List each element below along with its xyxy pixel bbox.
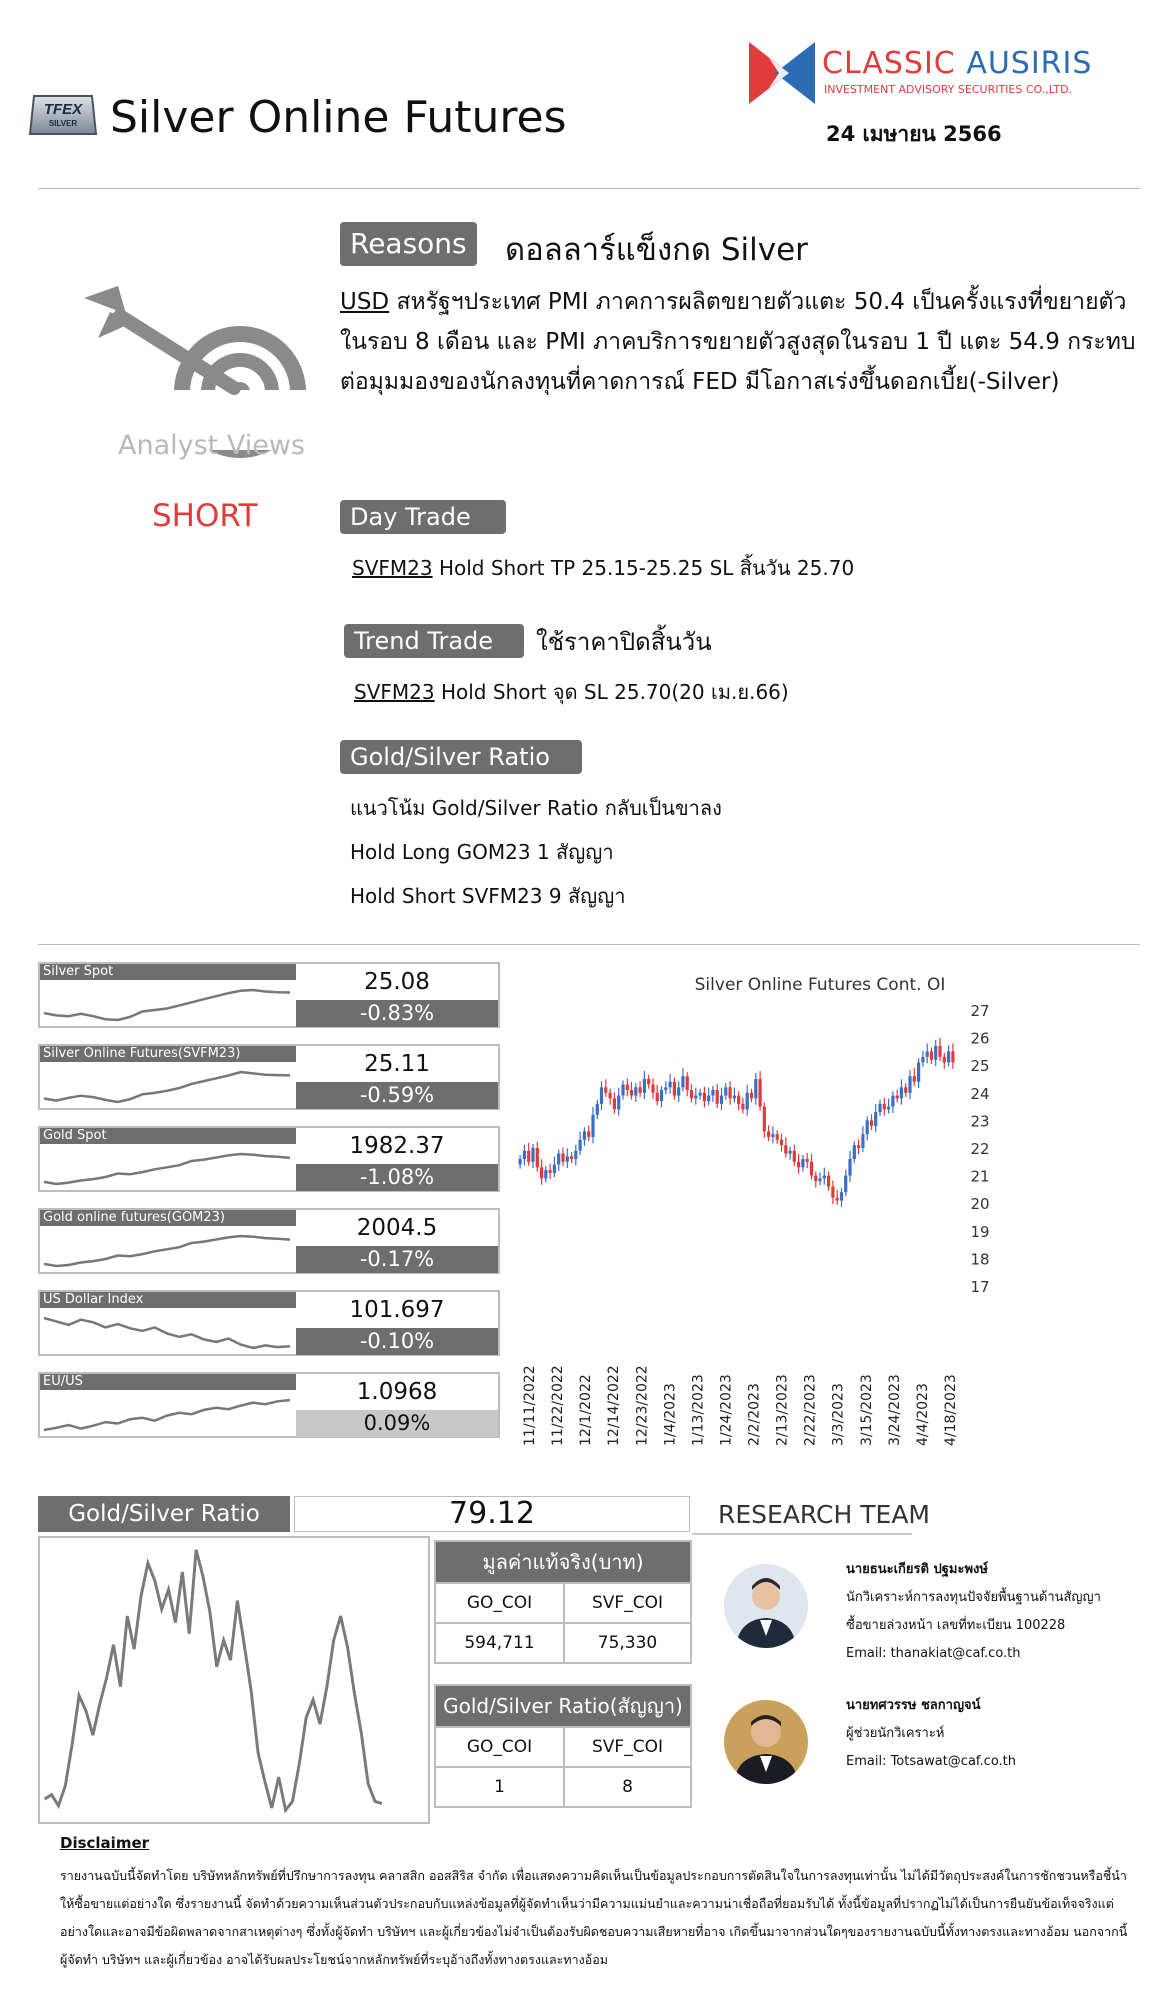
candle (741, 1098, 744, 1114)
x-tick-label: 1/13/2023 (690, 1374, 707, 1446)
market-box (38, 1126, 500, 1192)
candle (604, 1079, 607, 1097)
fair-value-val1: 594,711 (464, 1633, 535, 1653)
reasons-text: สหรัฐฯประเทศ PMI ภาคการผลิตขยายตัวแตะ 50.4 เป็นครั้งแรงที่ขยายตัวในรอบ 8 เดือน และ PMI ภาคบริการขยายตัวสูงสุดในรอบ 1 ปี แตะ 54.9 กระทบต่อมุมมองของนักลงทุนที่คาดการณ์ FED มีโอกาสเร่งขึ้นดอกเบี้ย(-Silver) (340, 289, 1136, 395)
candle (707, 1088, 710, 1106)
candle (904, 1083, 907, 1097)
market-change: -0.10% (296, 1328, 498, 1355)
ratio-header: Gold/Silver Ratio (38, 1496, 290, 1532)
team-member (846, 1692, 1016, 1776)
x-tick-label: 2/2/2023 (746, 1383, 763, 1446)
candle (938, 1038, 941, 1061)
market-value: 1.0968 (356, 1379, 438, 1405)
member-name: นายทศวรรษ ชลกาญจน์ (846, 1698, 981, 1713)
candle (818, 1172, 821, 1185)
x-tick-label: 12/1/2022 (578, 1374, 595, 1446)
candle (930, 1047, 933, 1064)
sparkline-path (44, 1400, 290, 1430)
y-tick-label: 24 (970, 1084, 990, 1103)
gold-silver-line-2: Hold Long GOM23 1 สัญญา (350, 840, 614, 864)
candle (626, 1078, 629, 1096)
candle (908, 1070, 911, 1099)
candle (943, 1053, 946, 1069)
market-value: 25.08 (364, 969, 430, 995)
member-role-2: ซื้อขายล่วงหน้า เลขที่ทะเบียน 100228 (846, 1618, 1066, 1633)
candle (643, 1071, 646, 1099)
x-tick-label: 1/4/2023 (662, 1383, 679, 1446)
day-trade-symbol: SVFM23 (352, 556, 433, 580)
candle (596, 1100, 599, 1119)
market-box (38, 1372, 500, 1438)
candle (639, 1081, 642, 1097)
candle (797, 1154, 800, 1174)
candle (861, 1126, 864, 1152)
market-change: -0.83% (296, 1000, 498, 1027)
sparkline-path (44, 990, 290, 1020)
candle (711, 1086, 714, 1102)
candle (557, 1149, 560, 1171)
candle (776, 1130, 779, 1144)
fair-value-val2: 75,330 (563, 1624, 690, 1662)
candle (681, 1068, 684, 1091)
market-value: 2004.5 (356, 1215, 438, 1241)
candle (896, 1090, 899, 1103)
candle (750, 1089, 753, 1103)
disclaimer-text: รายงานฉบับนี้จัดทำโดย บริษัทหลักทรัพย์ที่ปรึกษาการลงทุน คลาสสิก ออสสิริส จำกัด เพื่อแสดงความคิดเห็นเป็นข้อมูลประกอบการตัดสินใจในการลงทุนเท่านั้น ไม่ได้มีวัตถุประสงค์ในการชักชวนหรือชี้นำให้ซื้อขายแต่อย่างใด ซึ่งรายงานนี้ จัดทำด้วยความเห็นส่วนตัวประกอบกับแหล่งข้อมูลที่ผู้จัดทำเห็นว่ามีความแม่นยำและความน่าเชื่อถือที่ยอมรับได้ ทั้งนี้ข้อมูลที่ปรากฏไม่ได้เป็นการยืนยันข้อเท็จจริงแต่อย่างใดและอาจมีข้อผิดพลาดจากสาเหตุต่างๆ ซึ่งทั้งผู้จัดทำ บริษัทฯ และผู้เกี่ยวข้องไม่จำเป็นต้องรับผิดชอบความเสียหายที่อาจ เกิดขึ้นมาจากส่วนใดๆของรายงานฉบับนี้ทั้งทางตรงและทางอ้อม นอกจากนี้ผู้จัดทำ บริษัทฯ และผู้เกี่ยวข้อง อาจได้รับผลประโยชน์จากหลักทรัพย์ที่ระบุอ้างถึงทั้งทางตรงและทางอ้อม (60, 1868, 1128, 1967)
candle (780, 1134, 783, 1152)
candle (523, 1145, 526, 1166)
x-tick-label: 2/22/2023 (802, 1374, 819, 1446)
x-tick-label: 4/4/2023 (914, 1383, 931, 1446)
trend-trade-text: SVFM23 Hold Short จุด SL 25.70(20 เม.ย.66) (354, 680, 789, 704)
candle (771, 1126, 774, 1143)
candle (536, 1142, 539, 1172)
candle (801, 1155, 804, 1172)
member-email: Email: thanakiat@caf.co.th (846, 1646, 1021, 1661)
candle (900, 1079, 903, 1104)
market-value: 1982.37 (349, 1133, 445, 1159)
candle (784, 1137, 787, 1158)
candle (737, 1091, 740, 1110)
candle (574, 1145, 577, 1166)
member-name: นายธนะเกียรติ ปฐมะพงษ์ (846, 1562, 988, 1577)
candle (883, 1098, 886, 1116)
trend-trade-symbol: SVFM23 (354, 680, 435, 704)
y-tick-label: 23 (970, 1112, 990, 1131)
chart-title: Silver Online Futures Cont. OI (694, 975, 946, 995)
market-sparkline (42, 1146, 294, 1190)
market-label: EU/US (40, 1374, 296, 1390)
candle (566, 1148, 569, 1168)
table-row (436, 1582, 690, 1622)
candle (754, 1073, 757, 1105)
divider (692, 1533, 912, 1535)
candle (527, 1143, 530, 1166)
x-tick-label: 3/24/2023 (886, 1374, 903, 1446)
candle (634, 1083, 637, 1102)
candle (810, 1154, 813, 1180)
candle (866, 1116, 869, 1140)
table-row (436, 1766, 690, 1806)
candle (921, 1051, 924, 1067)
x-tick-label: 1/24/2023 (718, 1374, 735, 1446)
market-label: Gold online futures(GOM23) (40, 1210, 296, 1226)
market-label: Gold Spot (40, 1128, 296, 1144)
candle (729, 1081, 732, 1105)
candle (716, 1084, 719, 1108)
market-value: 25.11 (364, 1051, 430, 1077)
candle (519, 1155, 522, 1169)
y-tick-label: 27 (970, 1002, 990, 1020)
usd-label: USD (340, 289, 390, 315)
tfex-logo-sub: SILVER (48, 119, 78, 128)
candle (720, 1088, 723, 1111)
candle (767, 1125, 770, 1141)
y-tick-label: 22 (970, 1140, 990, 1158)
fair-value-title: มูลค่าแท้จริง(บาท) (436, 1542, 690, 1582)
market-box (38, 962, 500, 1028)
candle (857, 1139, 860, 1154)
candle (677, 1081, 680, 1102)
candle (814, 1172, 817, 1188)
ratio-contracts-val2: 8 (563, 1768, 690, 1806)
y-tick-label: 18 (970, 1250, 990, 1269)
candle (789, 1147, 792, 1160)
candle (763, 1103, 766, 1138)
table-row (436, 1622, 690, 1662)
candle (831, 1181, 834, 1204)
page-title: Silver Online Futures (110, 92, 567, 143)
candle (844, 1170, 847, 1197)
sparkline-path (44, 1318, 290, 1348)
candle (840, 1188, 843, 1207)
signal-short: SHORT (152, 498, 258, 534)
x-tick-label: 11/11/2022 (522, 1365, 538, 1446)
ratio-contracts-col2: SVF_COI (563, 1728, 690, 1766)
candle (673, 1078, 676, 1100)
candle (699, 1089, 702, 1100)
day-trade-tag: Day Trade (340, 500, 506, 534)
candle (544, 1166, 547, 1183)
candle (669, 1074, 672, 1094)
ratio-line-chart (38, 1536, 430, 1824)
candle (690, 1084, 693, 1103)
reasons-tag: Reasons (340, 222, 477, 266)
ratio-contracts-val1: 1 (494, 1777, 505, 1797)
disclaimer-title: Disclaimer (60, 1834, 150, 1852)
candle (647, 1075, 650, 1089)
tfex-logo-text: TFEX (43, 101, 83, 118)
trend-trade-note: ใช้ราคาปิดสิ้นวัน (536, 628, 712, 656)
candle (947, 1045, 950, 1066)
y-tick-label: 21 (970, 1167, 990, 1186)
market-value: 101.697 (349, 1297, 445, 1323)
gold-silver-line-1: แนวโน้ม Gold/Silver Ratio กลับเป็นขาลง (350, 796, 722, 820)
market-sparkline (42, 1064, 294, 1108)
candle (613, 1092, 616, 1113)
y-tick-label: 25 (970, 1057, 990, 1076)
market-label: US Dollar Index (40, 1292, 296, 1308)
candle (617, 1088, 620, 1116)
candle (583, 1127, 586, 1146)
candle (600, 1081, 603, 1110)
research-team-title: RESEARCH TEAM (718, 1500, 930, 1529)
report-date: 24 เมษายน 2566 (826, 122, 1002, 146)
x-tick-label: 4/18/2023 (943, 1374, 959, 1446)
x-tick-label: 12/14/2022 (606, 1365, 623, 1446)
fair-value-table (434, 1540, 692, 1664)
market-box (38, 1208, 500, 1274)
y-tick-label: 17 (970, 1278, 990, 1296)
member-email: Email: Totsawat@caf.co.th (846, 1754, 1017, 1769)
sparkline-path (44, 1072, 290, 1102)
candle (609, 1089, 612, 1105)
candle (733, 1088, 736, 1103)
candle (827, 1172, 830, 1191)
avatar (724, 1564, 808, 1648)
candle (759, 1071, 762, 1111)
trend-trade-tag: Trend Trade (344, 624, 524, 658)
candle (724, 1083, 727, 1100)
candle (531, 1144, 534, 1168)
fair-value-col1: GO_COI (466, 1593, 533, 1613)
divider (38, 944, 1140, 945)
x-tick-label: 12/23/2022 (634, 1365, 651, 1446)
candle (951, 1043, 954, 1068)
candle (587, 1125, 590, 1141)
x-tick-label: 3/3/2023 (830, 1383, 847, 1446)
brand-name: CLASSIC AUSIRIS (822, 46, 1093, 81)
ratio-contracts-title: Gold/Silver Ratio(สัญญา) (436, 1686, 690, 1726)
candle (913, 1068, 916, 1086)
candle (694, 1088, 697, 1105)
ratio-contracts-col1: GO_COI (466, 1737, 533, 1757)
sparkline-path (44, 1236, 290, 1266)
market-change: -1.08% (296, 1164, 498, 1191)
market-change: -0.17% (296, 1246, 498, 1273)
brand-subtitle: INVESTMENT ADVISORY SECURITIES CO.,LTD. (824, 83, 1073, 96)
candle (591, 1107, 594, 1143)
candle (917, 1058, 920, 1088)
candle (549, 1164, 552, 1179)
market-sparkline (42, 982, 294, 1026)
avatar (724, 1700, 808, 1784)
analyst-views-label: Analyst Views (118, 430, 305, 461)
candle (874, 1104, 877, 1132)
market-sparkline (42, 1392, 294, 1436)
member-role: นักวิเคราะห์การลงทุนปัจจัยพื้นฐานด้านสัญญา (846, 1590, 1101, 1605)
candle (746, 1085, 749, 1116)
ratio-contracts-table (434, 1684, 692, 1808)
day-trade-text: SVFM23 Hold Short TP 25.15-25.25 SL สิ้นวัน 25.70 (352, 556, 855, 580)
candle (630, 1082, 633, 1100)
candle (561, 1147, 564, 1166)
x-tick-label: 11/22/2022 (550, 1365, 567, 1446)
candle (887, 1099, 890, 1114)
y-tick-label: 26 (970, 1029, 990, 1048)
candle (703, 1087, 706, 1108)
candle (823, 1168, 826, 1185)
ratio-value: 79.12 (294, 1496, 690, 1532)
candle (664, 1081, 667, 1094)
member-role: ผู้ช่วยนักวิเคราะห์ (846, 1726, 945, 1741)
table-row (436, 1726, 690, 1766)
candle (870, 1114, 873, 1130)
ratio-series-line (45, 1550, 382, 1810)
candle (836, 1190, 839, 1205)
market-sparkline (42, 1310, 294, 1354)
candle (848, 1151, 851, 1182)
market-sparkline (42, 1228, 294, 1272)
market-change: -0.59% (296, 1082, 498, 1109)
candle (621, 1080, 624, 1099)
candle (878, 1100, 881, 1117)
y-tick-label: 20 (970, 1195, 990, 1214)
candle (793, 1145, 796, 1166)
silver-oi-chart (510, 968, 1110, 1468)
candle (540, 1159, 543, 1184)
x-tick-label: 3/15/2023 (858, 1374, 875, 1446)
candle (553, 1157, 556, 1177)
candle (660, 1086, 663, 1108)
tfex-silver-logo (28, 92, 98, 138)
market-change: 0.09% (296, 1410, 498, 1437)
market-label: Silver Spot (40, 964, 296, 980)
market-box (38, 1290, 500, 1356)
team-member (846, 1556, 1101, 1668)
gold-silver-line-3: Hold Short SVFM23 9 สัญญา (350, 884, 626, 908)
divider (38, 188, 1140, 189)
candle (934, 1040, 937, 1066)
y-tick-label: 19 (970, 1222, 990, 1241)
candle (651, 1078, 654, 1099)
candle (656, 1085, 659, 1105)
candle (570, 1152, 573, 1163)
market-label: Silver Online Futures(SVFM23) (40, 1046, 296, 1062)
candle (891, 1091, 894, 1113)
reasons-title: ดอลลาร์แข็งกด Silver (505, 232, 808, 268)
candle (579, 1132, 582, 1155)
market-box (38, 1044, 500, 1110)
x-tick-label: 2/13/2023 (774, 1374, 791, 1446)
candle (853, 1141, 856, 1163)
fair-value-col2: SVF_COI (563, 1584, 690, 1622)
gold-silver-ratio-tag: Gold/Silver Ratio (340, 740, 582, 774)
reasons-body (340, 282, 1145, 402)
sparkline-path (44, 1154, 290, 1184)
candle (686, 1072, 689, 1096)
brand-logo (745, 38, 825, 108)
candle (926, 1043, 929, 1063)
candle (806, 1153, 809, 1168)
